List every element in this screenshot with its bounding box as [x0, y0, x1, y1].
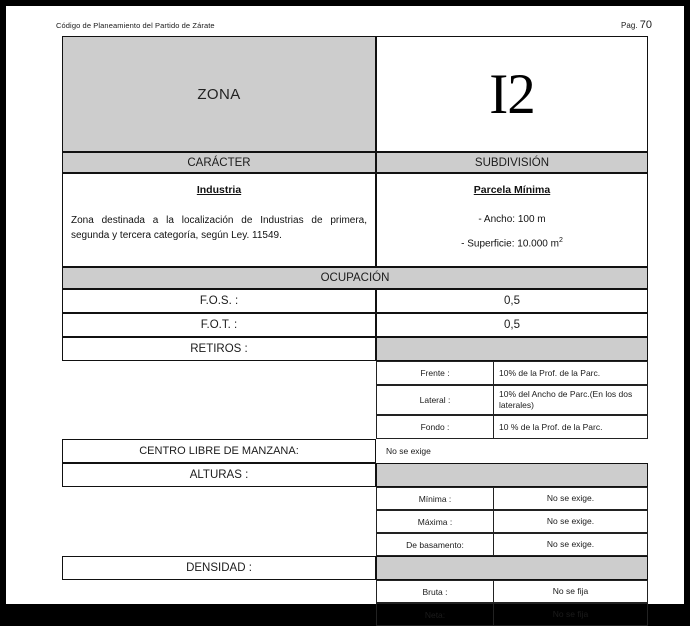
- alturas-maxima-value: No se exige.: [494, 510, 648, 533]
- header-title: Código de Planeamiento del Partido de Zárate: [56, 21, 215, 30]
- table-row: [376, 361, 648, 385]
- alturas-maxima-key: Máxima :: [376, 510, 494, 533]
- densidad-detail-row: [62, 580, 648, 626]
- retiros-label: RETIROS :: [62, 337, 376, 361]
- retiros-fondo-value: 10 % de la Prof. de la Parc.: [494, 415, 648, 439]
- densidad-label: DENSIDAD :: [62, 556, 376, 580]
- densidad-left-blank: [62, 580, 376, 626]
- alturas-basamento-value: No se exige.: [494, 533, 648, 556]
- retiros-frente-key: Frente :: [376, 361, 494, 385]
- document-page: [6, 6, 684, 620]
- alturas-left-blank: [62, 487, 376, 556]
- subdivision-title: Parcela Mínima: [473, 184, 551, 196]
- alturas-label-row: [62, 463, 648, 487]
- fos-label: F.O.S. :: [62, 289, 376, 313]
- densidad-label-filler: [376, 556, 648, 580]
- zone-specification-table: [62, 36, 648, 626]
- fos-row: [62, 289, 648, 313]
- table-row: [376, 487, 648, 510]
- caracter-heading: CARÁCTER: [62, 152, 376, 173]
- densidad-neta-value: No se fija: [494, 603, 648, 626]
- retiros-lateral-key: Lateral :: [376, 385, 494, 415]
- zone-header-row: [62, 36, 648, 152]
- caracter-body: [62, 173, 376, 267]
- densidad-bruta-key: Bruta :: [376, 580, 494, 603]
- section-body-row: [62, 173, 648, 267]
- densidad-subtable: [376, 580, 648, 626]
- retiros-fondo-key: Fondo :: [376, 415, 494, 439]
- caracter-text: Zona destinada a la localización de Industrias de primera, segunda y tercera categoría, según Ley. 11549.: [71, 215, 367, 241]
- alturas-label: ALTURAS :: [62, 463, 376, 487]
- alturas-subtable: [376, 487, 648, 556]
- centro-libre-row: [62, 439, 648, 463]
- fos-value: 0,5: [376, 289, 648, 313]
- table-row: [376, 603, 648, 626]
- subdivision-heading: SUBDIVISIÓN: [376, 152, 648, 173]
- table-row: [376, 533, 648, 556]
- caracter-title: Industria: [196, 184, 242, 196]
- centro-libre-label: CENTRO LIBRE DE MANZANA:: [62, 439, 376, 463]
- superficie-exponent: 2: [558, 237, 563, 244]
- table-row: [376, 415, 648, 439]
- zona-label-cell: ZONA: [62, 36, 376, 152]
- fot-value: 0,5: [376, 313, 648, 337]
- page-header: [56, 19, 652, 31]
- alturas-minima-value: No se exige.: [494, 487, 648, 510]
- retiros-label-filler: [376, 337, 648, 361]
- densidad-bruta-value: No se fija: [494, 580, 648, 603]
- subdivision-ancho: - Ancho: 100 m: [478, 214, 546, 225]
- subdivision-superficie: [385, 237, 639, 249]
- alturas-basamento-key: De basamento:: [376, 533, 494, 556]
- table-row: [376, 510, 648, 533]
- fot-label: F.O.T. :: [62, 313, 376, 337]
- centro-libre-value: No se exige: [386, 446, 431, 456]
- page-number: [621, 19, 652, 31]
- subdivision-superficie-text: - Superficie: 10.000 m: [461, 238, 559, 250]
- retiros-detail-row: [62, 361, 648, 439]
- table-row: [376, 580, 648, 603]
- page-number-prefix: Pag.: [621, 21, 638, 30]
- retiros-left-blank: [62, 361, 376, 439]
- retiros-subtable: [376, 361, 648, 439]
- zone-code-cell: I2: [376, 36, 648, 152]
- section-heading-row: [62, 152, 648, 173]
- table-row: [376, 385, 648, 415]
- page-number-value: 70: [639, 19, 652, 31]
- retiros-label-row: [62, 337, 648, 361]
- fot-row: [62, 313, 648, 337]
- densidad-neta-key: Neta:: [376, 603, 494, 626]
- subdivision-body: [376, 173, 648, 267]
- retiros-frente-value: 10% de la Prof. de la Parc.: [494, 361, 648, 385]
- retiros-lateral-value: 10% del Ancho de Parc.(En los dos laterales): [494, 385, 648, 415]
- ocupacion-band-row: [62, 267, 648, 289]
- densidad-label-row: [62, 556, 648, 580]
- alturas-minima-key: Mínima :: [376, 487, 494, 510]
- alturas-label-filler: [376, 463, 648, 487]
- alturas-detail-row: [62, 487, 648, 556]
- ocupacion-heading: OCUPACIÓN: [62, 267, 648, 289]
